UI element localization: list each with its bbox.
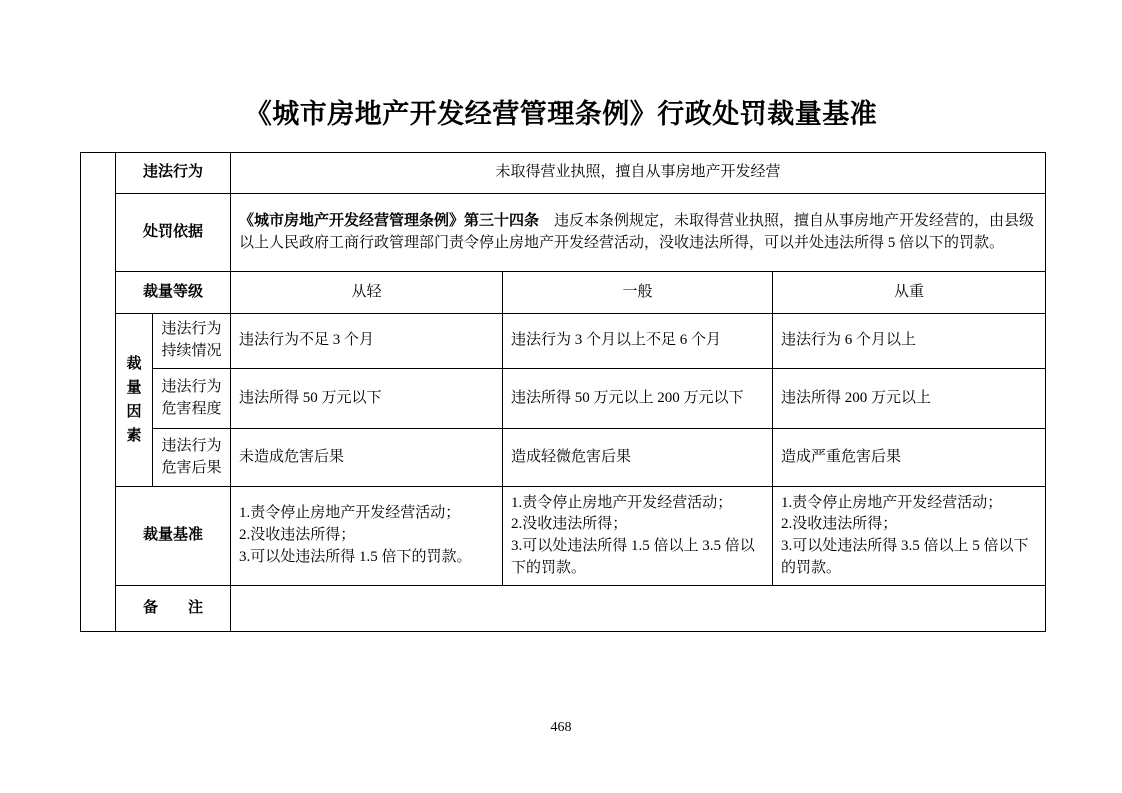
row-discretion-level — [81, 272, 1046, 314]
remark-label: 备 注 — [116, 586, 231, 632]
factor-consequence-name: 违法行为 危害后果 — [153, 429, 231, 487]
discretion-factors-label: 裁 量 因 素 — [116, 314, 153, 487]
benchmark-light: 1.责令停止房地产开发经营活动； 2.没收违法所得； 3.可以处违法所得 1.5 倍下的罚款。 — [231, 487, 503, 586]
factor-harm-degree-light: 违法所得 50 万元以下 — [231, 369, 503, 429]
benchmark-general: 1.责令停止房地产开发经营活动； 2.没收违法所得； 3.可以处违法所得 1.5 倍以上 3.5 倍以下的罚款。 — [503, 487, 773, 586]
left-margin-column — [81, 153, 116, 632]
row-factor-harm-degree — [81, 369, 1046, 429]
penalty-basis-citation: 《城市房地产开发经营管理条例》第三十四条 — [239, 212, 540, 229]
discretion-standard-table — [80, 152, 1046, 632]
row-penalty-basis — [81, 194, 1046, 272]
violation-label: 违法行为 — [116, 153, 231, 194]
level-light: 从轻 — [231, 272, 503, 314]
row-violation — [81, 153, 1046, 194]
penalty-basis-text: 违反本条例规定，未取得营业执照，擅自从事房地产开发经营的，由县级以上人民政府工商行政管理部门责令停止房地产开发经营活动，没收违法所得，可以并处违法所得 5 倍以下的罚款。 — [239, 212, 1035, 251]
penalty-basis-label: 处罚依据 — [116, 194, 231, 272]
benchmark-heavy: 1.责令停止房地产开发经营活动； 2.没收违法所得； 3.可以处违法所得 3.5 倍以上 5 倍以下的罚款。 — [773, 487, 1046, 586]
factor-harm-degree-heavy: 违法所得 200 万元以上 — [773, 369, 1046, 429]
level-general: 一般 — [503, 272, 773, 314]
factor-consequence-heavy: 造成严重危害后果 — [773, 429, 1046, 487]
row-benchmark — [81, 487, 1046, 586]
row-factor-consequence — [81, 429, 1046, 487]
document-title: 《城市房地产开发经营管理条例》行政处罚裁量基准 — [244, 99, 878, 129]
penalty-basis-content — [231, 194, 1046, 272]
discretion-level-label: 裁量等级 — [116, 272, 231, 314]
benchmark-label: 裁量基准 — [116, 487, 231, 586]
factor-consequence-general: 造成轻微危害后果 — [503, 429, 773, 487]
factor-duration-general: 违法行为 3 个月以上不足 6 个月 — [503, 314, 773, 369]
row-factor-duration — [81, 314, 1046, 369]
remark-content — [231, 586, 1046, 632]
page-number: 468 — [550, 720, 572, 735]
factor-consequence-light: 未造成危害后果 — [231, 429, 503, 487]
factor-duration-name: 违法行为 持续情况 — [153, 314, 231, 369]
factor-duration-light: 违法行为不足 3 个月 — [231, 314, 503, 369]
factor-duration-heavy: 违法行为 6 个月以上 — [773, 314, 1046, 369]
factor-harm-degree-general: 违法所得 50 万元以上 200 万元以下 — [503, 369, 773, 429]
violation-content: 未取得营业执照，擅自从事房地产开发经营 — [231, 153, 1046, 194]
row-remark — [81, 586, 1046, 632]
level-heavy: 从重 — [773, 272, 1046, 314]
factor-harm-degree-name: 违法行为 危害程度 — [153, 369, 231, 429]
